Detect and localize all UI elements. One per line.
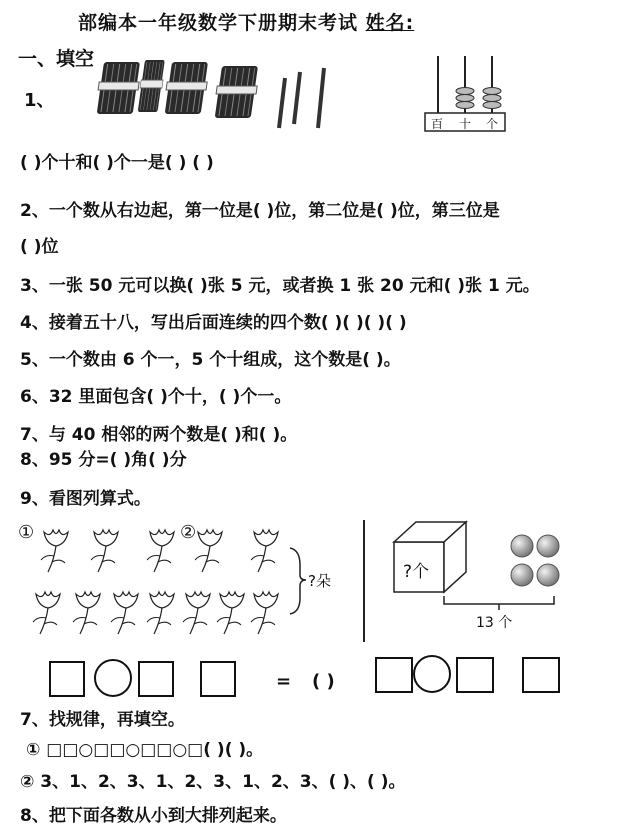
question-6: 6、32 里面包含( )个十，( )个一。	[20, 387, 292, 407]
balls	[511, 535, 559, 586]
flower	[91, 530, 118, 572]
answer-box[interactable]	[456, 657, 494, 693]
answer-box[interactable]	[200, 661, 236, 697]
cube-label: ?个	[403, 562, 430, 582]
flower	[251, 592, 278, 634]
question-3: 3、一张 50 元可以换( )张 5 元，或者换 1 张 20 元和( )张 1 元。	[20, 276, 540, 296]
section-heading-fill-in: 一、填空	[18, 48, 95, 70]
answer-box[interactable]	[138, 661, 174, 697]
marker-2: ②	[180, 522, 197, 543]
question-2-line-2: ( )位	[20, 237, 59, 257]
unit-paren: ( )	[312, 671, 335, 692]
equals-sign: =	[276, 671, 292, 692]
flower	[147, 592, 174, 634]
answer-box[interactable]	[522, 657, 560, 693]
question-1-answer-line: ( )个十和( )个一是( ) ( )	[20, 153, 214, 173]
name-label: 姓名:	[365, 12, 415, 34]
question-5: 5、一个数由 6 个一，5 个十组成，这个数是( )。	[20, 350, 401, 370]
pattern-line-1: ① □□○□□○□□○□( )( )。	[26, 740, 264, 760]
total-bracket	[444, 596, 554, 610]
answer-box[interactable]	[49, 661, 85, 697]
operator-circle[interactable]	[413, 655, 451, 693]
question-1-number: 1、	[24, 90, 55, 111]
question-7: 7、与 40 相邻的两个数是( )和( )。	[20, 425, 298, 445]
abacus-label-tens: 十	[459, 117, 472, 131]
flower	[183, 592, 210, 634]
flower	[33, 592, 60, 634]
question-2-line-1: 2、一个数从右边起，第一位是( )位，第二位是( )位，第三位是	[20, 201, 500, 221]
pattern-heading: 7、找规律，再填空。	[20, 710, 185, 730]
flower	[147, 530, 174, 572]
flower	[41, 530, 68, 572]
abacus-label-hundreds: 百	[431, 117, 444, 131]
question-4: 4、接着五十八，写出后面连续的四个数( )( )( )( )	[20, 313, 407, 333]
question-9-heading: 9、看图列算式。	[20, 489, 151, 509]
answer-box[interactable]	[375, 657, 413, 693]
brace-label: ?朵	[308, 572, 331, 590]
ordering-heading: 8、把下面各数从小到大排列起来。	[20, 806, 287, 826]
exam-title: 部编本一年级数学下册期末考试	[78, 12, 359, 34]
flower	[111, 592, 138, 634]
question-8: 8、95 分=( )角( )分	[20, 450, 187, 470]
abacus-label-ones: 个	[486, 117, 499, 131]
pattern-line-2: ② 3、1、2、3、1、2、3、1、2、3、( )、( )。	[20, 772, 406, 792]
flower	[217, 592, 244, 634]
flower	[73, 592, 100, 634]
flower	[251, 530, 278, 572]
marker-1: ①	[18, 522, 35, 543]
total-label: 13 个	[476, 615, 513, 631]
operator-circle[interactable]	[94, 659, 132, 697]
flower	[195, 530, 222, 572]
brace	[290, 548, 306, 614]
